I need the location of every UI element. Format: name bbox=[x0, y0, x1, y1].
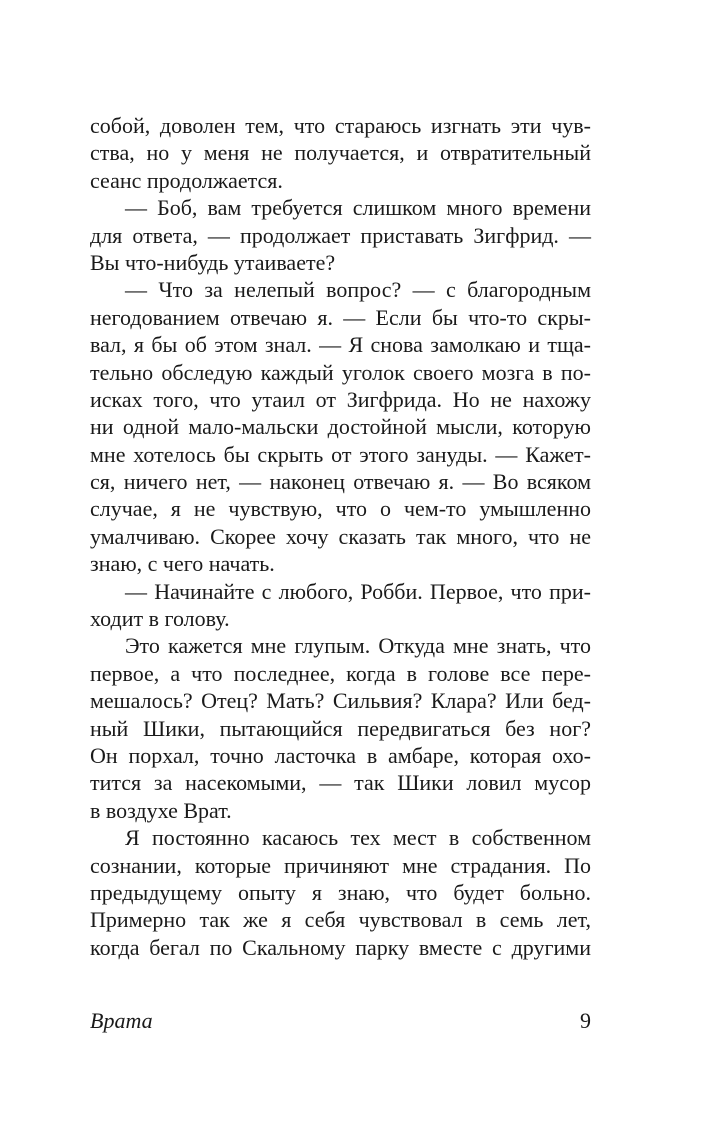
text-line: ходит в голову. bbox=[90, 606, 230, 632]
text-line: ни одной мало-мальски достойной мысли, которую bbox=[90, 414, 591, 440]
text-line: тится за насекомыми, — так Шики ловил мусор bbox=[90, 770, 591, 796]
text-line: негодованием отвечаю я. — Если бы что-то скры- bbox=[90, 304, 591, 330]
text-line: сеанс продолжается. bbox=[90, 167, 283, 193]
page-number: 9 bbox=[580, 1008, 591, 1033]
text-line: в воздухе Врат. bbox=[90, 797, 232, 823]
text-line: — Начинайте с любого, Робби. Первое, что при- bbox=[125, 578, 591, 604]
text-line: первое, а что последнее, когда в голове все пере- bbox=[90, 660, 591, 686]
text-line: вал, я бы об этом знал. — Я снова замолкаю и тща- bbox=[90, 332, 591, 358]
text-line: мешалось? Отец? Мать? Сильвия? Клара? Или бед- bbox=[90, 688, 591, 714]
text-line: ный Шики, пытающийся передвигаться без ног? bbox=[90, 715, 591, 741]
text-line: Это кажется мне глупым. Откуда мне знать, что bbox=[125, 633, 591, 659]
running-title: Врата bbox=[90, 1008, 153, 1033]
text-line: для ответа, — продолжает приставать Зигфрид. — bbox=[90, 222, 591, 248]
page-footer bbox=[90, 1006, 591, 1036]
text-line: умалчиваю. Скорее хочу сказать так много, что не bbox=[90, 523, 591, 549]
text-line: Вы что-нибудь утаиваете? bbox=[90, 249, 336, 275]
text-line: знаю, с чего начать. bbox=[90, 551, 275, 577]
text-line: мне хотелось бы скрыть от этого зануды. — Кажет- bbox=[90, 441, 591, 467]
text-line: Примерно так же я себя чувствовал в семь лет, bbox=[90, 907, 591, 933]
page-body-text bbox=[90, 112, 591, 961]
text-line: тельно обследую каждый уголок своего мозга в по- bbox=[90, 359, 591, 385]
text-line: Я постоянно касаюсь тех мест в собственном bbox=[125, 825, 591, 851]
text-line: ства, но у меня не получается, и отвратительный bbox=[90, 140, 591, 166]
text-line: — Что за нелепый вопрос? — с благородным bbox=[125, 277, 591, 303]
text-line: сознании, которые причиняют мне страдания. По bbox=[90, 852, 591, 878]
text-line: ся, ничего нет, — наконец отвечаю я. — Во всяком bbox=[90, 469, 591, 495]
text-line: Он порхал, точно ласточка в амбаре, которая охо- bbox=[90, 742, 591, 768]
text-line: когда бегал по Скальному парку вместе с другими bbox=[90, 934, 591, 960]
text-line: собой, доволен тем, что стараюсь изгнать эти чув- bbox=[90, 113, 591, 138]
text-line: предыдущему опыту я знаю, что будет больно. bbox=[90, 879, 591, 905]
text-line: исках того, что утаил от Зигфрида. Но не нахожу bbox=[90, 386, 591, 412]
text-line: — Боб, вам требуется слишком много времени bbox=[125, 195, 591, 221]
text-line: случае, я не чувствую, что о чем-то умышленно bbox=[90, 496, 591, 522]
